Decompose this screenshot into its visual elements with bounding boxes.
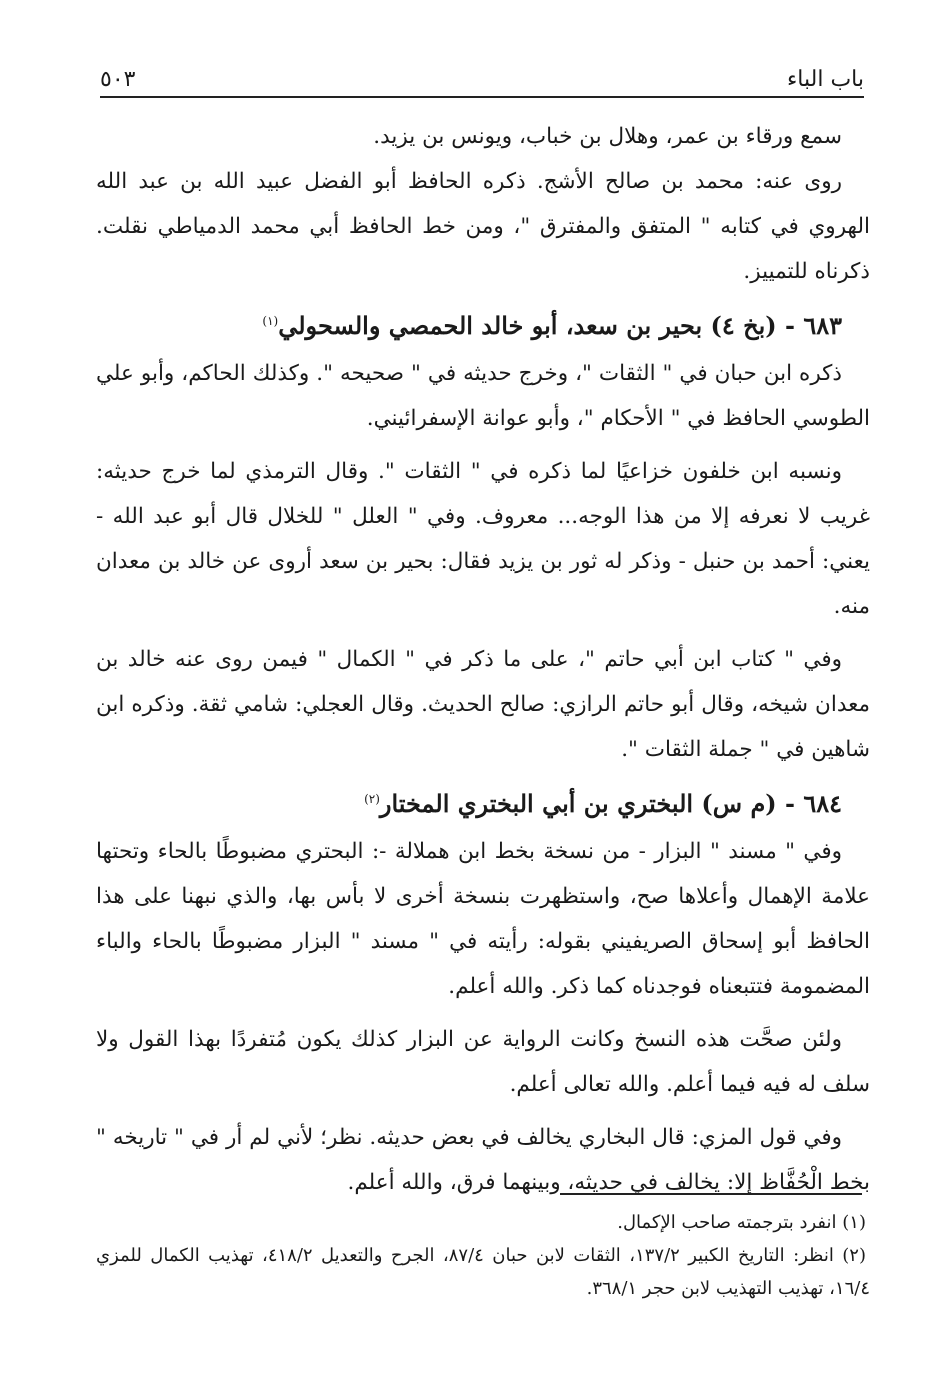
paragraph: وفي " مسند " البزار - من نسخة بخط ابن هملالة -: البحتري مضبوطًا بالحاء وتحتها علامة الإهمال وأعلاها صح، واستظهرت بنسخة أخرى لا بأس بها، والذي نبهنا على هذا الحافظ أبو إسحاق الصريفيني بقوله: رأيته في " مسند " البزار مضبوطًا بالحاء والباء المضمومة فتتبعناه فوجدناه كما ذكر. والله أعلم. [96,839,870,999]
paragraph: وفي قول المزي: قال البخاري يخالف في بعض حديثه. نظر؛ لأني لم أر في " تاريخه " بخط الْحُفَّاظ إلا: يخالف في حديثه، وبينهما فرق، والله أعلم. [96,1125,870,1195]
footnote-divider [560,1193,862,1195]
paragraph: وفي " كتاب ابن أبي حاتم "، على ما ذكر في " الكمال " فيمن روى عنه خالد بن معدان شيخه، وقال أبو حاتم الرازي: صالح الحديث. وقال العجلي: شامي ثقة. وذكره ابن شاهين في " جملة الثقات ". [96,647,870,762]
footnote: (٢) انظر: التاريخ الكبير ١٣٧/٢، الثقات لابن حبان ٨٧/٤، الجرح والتعديل ٤١٨/٢، تهذيب الكمال للمزي ١٦/٤، تهذيب التهذيب لابن حجر ٣٦٨/١. [96,1245,870,1299]
footnote-marker: (٢) [364,792,380,806]
footnote: (١) انفرد بترجمته صاحب الإكمال. [617,1212,866,1233]
paragraph: ولئن صحَّت هذه النسخ وكانت الرواية عن البزار كذلك يكون مُتفردًا بهذا القول ولا سلف له فيه فيما أعلم. والله تعالى أعلم. [96,1027,870,1097]
entry-title: ٦٨٣ - (بخ ٤) بحير بن سعد، أبو خالد الحمصي والسحولي [278,311,842,340]
entry-title: ٦٨٤ - (م س) البختري بن أبي البختري المختار [379,789,842,818]
entry-heading-683 [96,296,870,351]
paragraph: ونسبه ابن خلفون خزاعيًا لما ذكره في " الثقات ". وقال الترمذي لما خرج حديثه: غريب لا نعرفه إلا من هذا الوجه... معروف. وفي " العلل " للخلال قال أبو عبد الله - يعني: أحمد بن حنبل - وذكر له ثور بن يزيد فقال: بحير بن سعد أروى عن خالد بن معدان منه. [96,459,870,619]
footnote-marker: (١) [262,314,279,328]
main-text [96,114,870,1205]
chapter-title: باب الباء [786,67,864,92]
paragraph: سمع ورقاء بن عمر، وهلال بن خباب، ويونس بن يزيد. [373,124,842,149]
footnotes [96,1206,870,1305]
entry-heading-684 [96,774,870,829]
page-number: ٥٠٣ [100,67,136,92]
paragraph: روى عنه: محمد بن صالح الأشج. ذكره الحافظ أبو الفضل عبيد الله بن عبد الله الهروي في كتابه " المتفق والمفترق "، ومن خط الحافظ أبي محمد الدمياطي نقلت. ذكرناه للتمييز. [96,169,870,284]
running-header [100,52,864,98]
paragraph: ذكره ابن حبان في " الثقات "، وخرج حديثه في " صحيحه ". وكذلك الحاكم، وأبو علي الطوسي الحافظ في " الأحكام "، وأبو عوانة الإسفرائيني. [96,361,870,431]
